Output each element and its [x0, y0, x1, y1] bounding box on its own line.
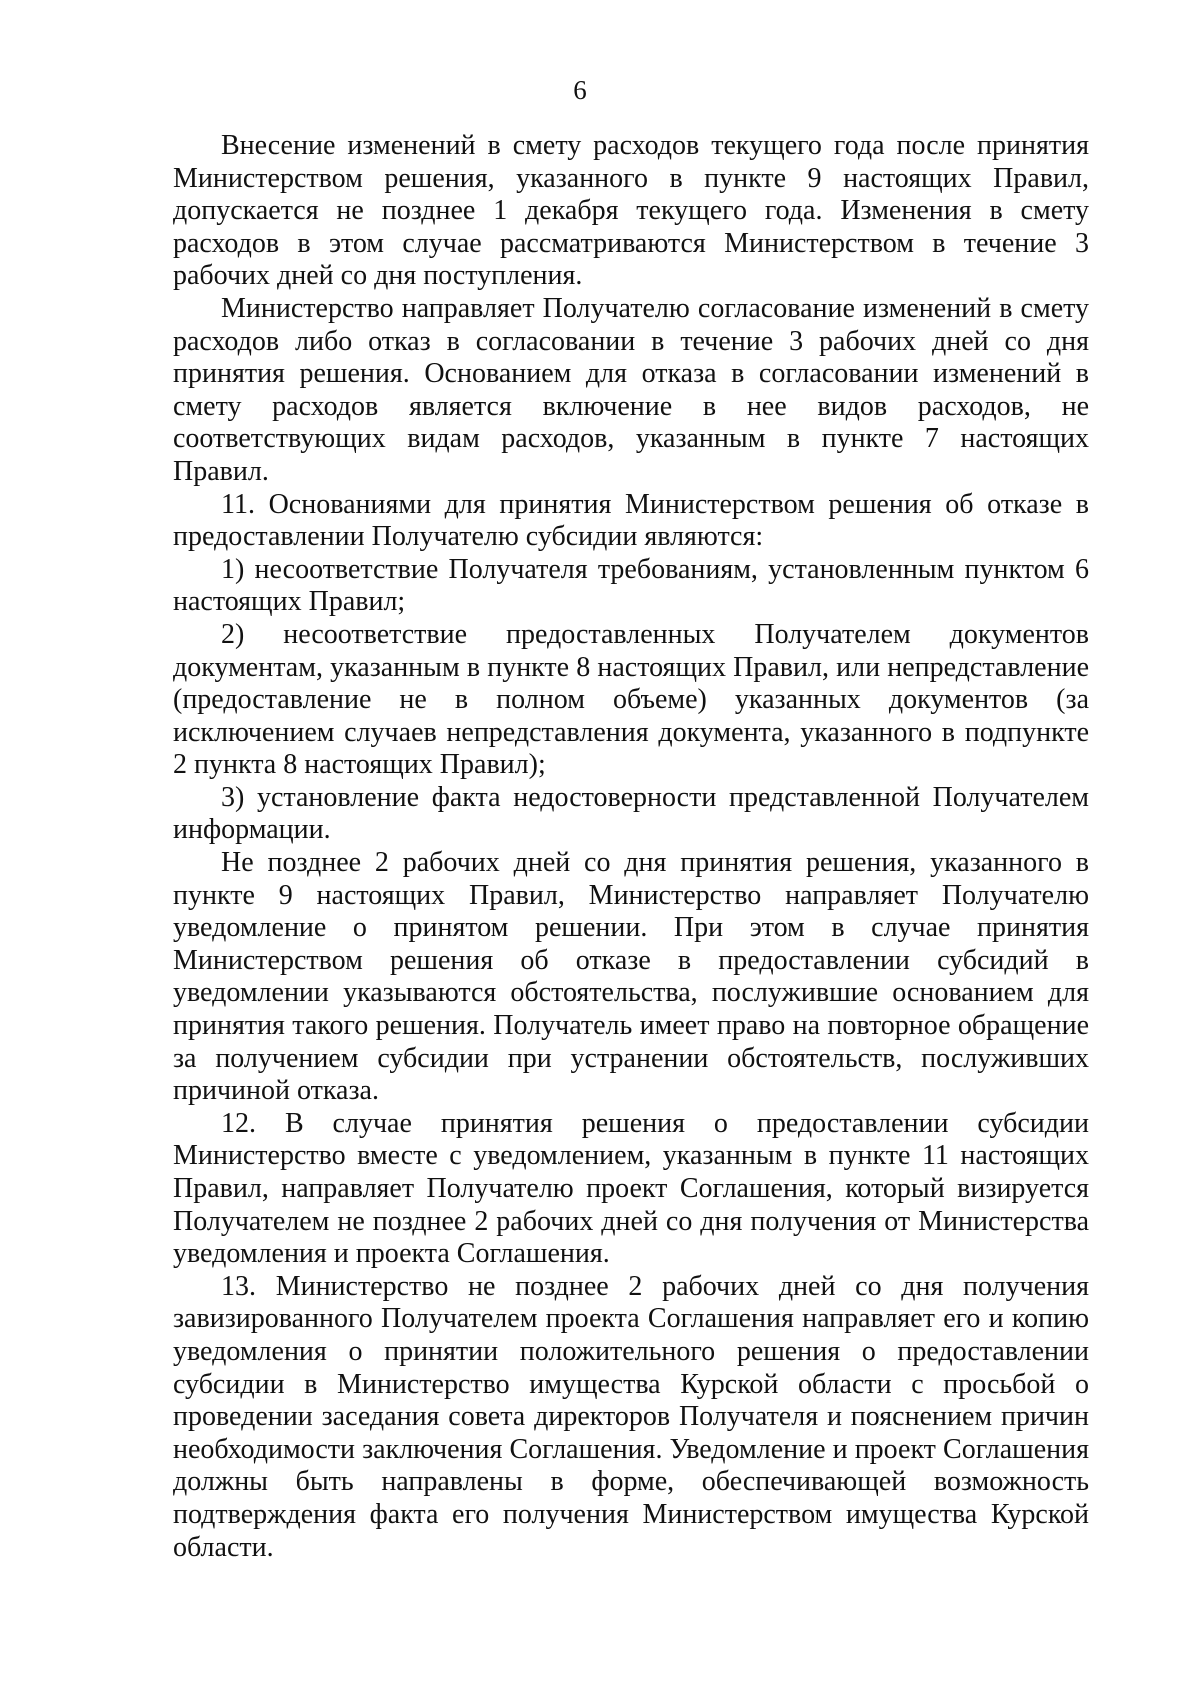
document-body [173, 130, 1089, 1564]
paragraph-notification: Не позднее 2 рабочих дней со дня принятия решения, указанного в пункте 9 настоящих Правил, Министерство направляет Получателю уведомление о принятом решении. При этом в случае принятия Министерством решения об отказе в предоставлении субсидий в уведомлении указываются обстоятельства, послужившие основанием для принятия такого решения. Получатель имеет право на повторное обращение за получением субсидии при устранении обстоятельств, послуживших причиной отказа. [173, 847, 1089, 1107]
paragraph-clause-13: 13. Министерство не позднее 2 рабочих дней со дня получения завизированного Получателем проекта Соглашения направляет его и копию уведомления о принятии положительного решения о предоставлении субсидии в Министерство имущества Курской области с просьбой о проведении заседания совета директоров Получателя и пояснением причин необходимости заключения Соглашения. Уведомление и проект Соглашения должны быть направлены в форме, обеспечивающей возможность подтверждения факта его получения Министерством имущества Курской области. [173, 1270, 1089, 1563]
paragraph-clause-11-item-2: 2) несоответствие предоставленных Получателем документов документам, указанным в пункте 8 настоящих Правил, или непредставление (предоставление не в полном объеме) указанных документов (за исключением случаев непредставления документа, указанного в подпункте 2 пункта 8 настоящих Правил); [173, 618, 1089, 781]
paragraph-clause-11-item-1: 1) несоответствие Получателя требованиям, установленным пунктом 6 настоящих Правил; [173, 553, 1089, 618]
paragraph-approval-of-changes: Министерство направляет Получателю согласование изменений в смету расходов либо отказ в согласовании в течение 3 рабочих дней со дня принятия решения. Основанием для отказа в согласовании изменений в смету расходов является включение в нее видов расходов, не соответствующих видам расходов, указанным в пункте 7 настоящих Правил. [173, 292, 1089, 487]
paragraph-budget-changes: Внесение изменений в смету расходов текущего года после принятия Министерством решения, указанного в пункте 9 настоящих Правил, допускается не позднее 1 декабря текущего года. Изменения в смету расходов в этом случае рассматриваются Министерством в течение 3 рабочих дней со дня поступления. [173, 130, 1089, 292]
paragraph-clause-12: 12. В случае принятия решения о предоставлении субсидии Министерство вместе с уведомлением, указанным в пункте 11 настоящих Правил, направляет Получателю проект Соглашения, который визируется Получателем не позднее 2 рабочих дней со дня получения от Министерства уведомления и проекта Соглашения. [173, 1107, 1089, 1270]
page-number: 6 [573, 75, 587, 105]
paragraph-clause-11: 11. Основаниями для принятия Министерством решения об отказе в предоставлении Получателю субсидии являются: [173, 488, 1089, 553]
paragraph-clause-11-item-3: 3) установление факта недостоверности представленной Получателем информации. [173, 781, 1089, 846]
